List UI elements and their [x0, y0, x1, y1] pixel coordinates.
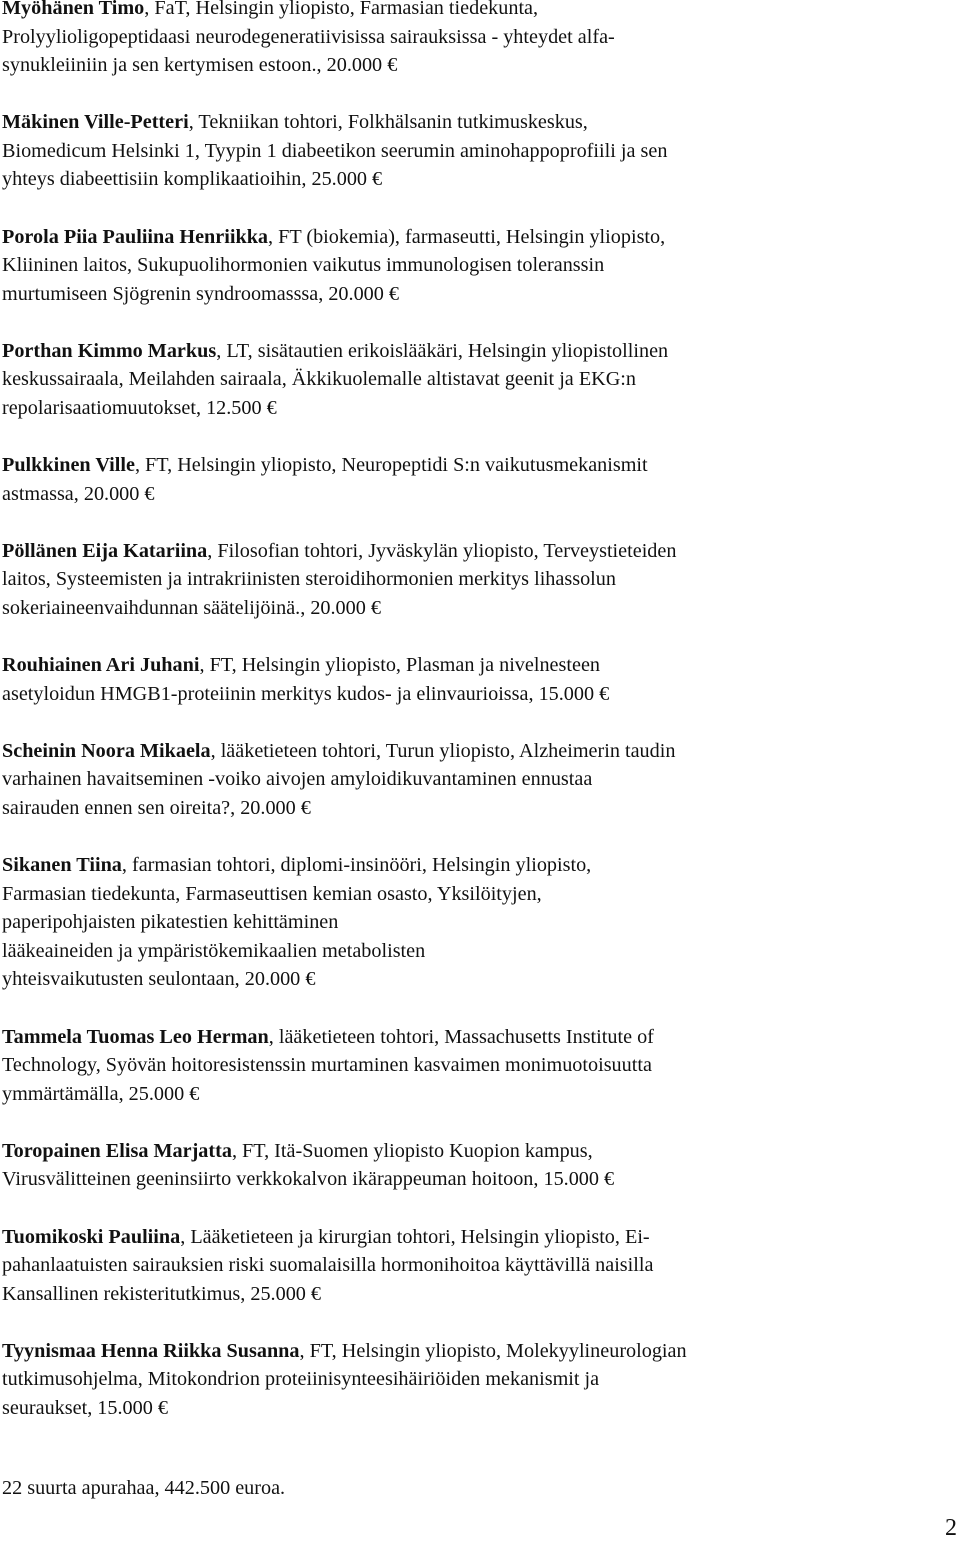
entry-line [2, 1394, 952, 1423]
entry-line [2, 937, 952, 966]
recipient-entry [2, 0, 952, 80]
recipient-entry [2, 223, 952, 309]
entry-line [2, 1223, 952, 1252]
entry-text: , farmasian tohtori, diplomi-insinööri, Helsingin yliopisto, [121, 854, 592, 877]
entry-text: , lääketieteen tohtori, Turun yliopisto, Alzheimerin taudin [210, 739, 676, 762]
entry-text: Biomedicum Helsinki 1, Tyypin 1 diabeetikon seerumin aminohappoprofiili ja sen [2, 139, 668, 162]
entry-text: Kansallinen rekisteritutkimus, 25.000 € [2, 1282, 322, 1305]
entry-text: pahanlaatuisten sairauksien riski suomalaisilla hormonihoitoa käyttävillä naisilla [2, 1254, 654, 1277]
recipient-name: Tyynismaa Henna Riikka Susanna [2, 1339, 300, 1362]
recipient-entry [2, 108, 952, 194]
recipient-name: Sikanen Tiina [2, 854, 122, 877]
entry-line [2, 337, 952, 366]
entry-line [2, 365, 952, 394]
entry-text: Technology, Syövän hoitoresistenssin murtaminen kasvaimen monimuotoisuutta [2, 1054, 652, 1077]
recipient-name: Scheinin Noora Mikaela [2, 739, 211, 762]
recipient-name: Porthan Kimmo Markus [2, 339, 217, 362]
entry-text: synukleiiniin ja sen kertymisen estoon., 20.000 € [2, 54, 398, 77]
entry-line [2, 51, 952, 80]
recipient-name: Porola Piia Pauliina Henriikka [2, 225, 269, 248]
entry-text: , LT, sisätautien erikoislääkäri, Helsingin yliopistollinen [216, 339, 669, 362]
entry-text: , FT, Helsingin yliopisto, Neuropeptidi S:n vaikutusmekanismit [134, 454, 648, 477]
entry-text: Virusvälitteinen geeninsiirto verkkokalvon ikärappeuman hoitoon, 15.000 € [2, 1168, 615, 1191]
recipient-entry [2, 1223, 952, 1309]
entry-line [2, 1280, 952, 1309]
recipient-name: Rouhiainen Ari Juhani [2, 654, 200, 677]
entry-text: astmassa, 20.000 € [2, 482, 155, 505]
entry-text: , Tekniikan tohtori, Folkhälsanin tutkimuskeskus, [188, 111, 588, 134]
entry-text: , FaT, Helsingin yliopisto, Farmasian tiedekunta, [144, 0, 539, 19]
entry-text: laitos, Systeemisten ja intrakriinisten steroidihormonien merkitys lihassolun [2, 568, 616, 591]
entry-text: lääkeaineiden ja ympäristökemikaalien metabolisten [2, 939, 426, 962]
recipient-entry [2, 1137, 952, 1194]
recipient-entry [2, 851, 952, 994]
entry-line [2, 480, 952, 509]
entry-line [2, 1080, 952, 1109]
entry-line [2, 537, 952, 566]
entry-line [2, 651, 952, 680]
recipient-entry [2, 651, 952, 708]
entry-line [2, 594, 952, 623]
entry-text: sokeriaineenvaihdunnan säätelijöinä., 20.000 € [2, 597, 381, 619]
entry-line [2, 965, 952, 994]
entry-line [2, 0, 952, 23]
entry-line [2, 223, 952, 252]
entry-text: yhteisvaikutusten seulontaan, 20.000 € [2, 968, 316, 991]
entry-line [2, 680, 952, 709]
entry-line [2, 765, 952, 794]
entry-line [2, 794, 952, 823]
recipient-entry [2, 1023, 952, 1109]
entry-line [2, 394, 952, 423]
entry-line [2, 1165, 952, 1194]
entry-text: , FT, Helsingin yliopisto, Molekyylineurologian [299, 1339, 687, 1362]
entry-line [2, 737, 952, 766]
recipient-name: Pulkkinen Ville [2, 454, 135, 477]
entry-text: varhainen havaitseminen -voiko aivojen amyloidikuvantaminen ennustaa [2, 768, 593, 791]
recipient-name: Tuomikoski Pauliina [2, 1225, 181, 1248]
entry-text: paperipohjaisten pikatestien kehittäminen [2, 911, 339, 934]
entry-text: ymmärtämälla, 25.000 € [2, 1082, 200, 1105]
entry-line [2, 251, 952, 280]
entry-line [2, 880, 952, 909]
entry-text: seuraukset, 15.000 € [2, 1396, 168, 1419]
entry-text: , Filosofian tohtori, Jyväskylän yliopisto, Terveystieteiden [207, 539, 677, 562]
entry-text: , FT (biokemia), farmaseutti, Helsingin yliopisto, [268, 225, 666, 248]
recipient-entry [2, 737, 952, 823]
entry-line [2, 1051, 952, 1080]
recipient-entry [2, 337, 952, 423]
entry-line [2, 451, 952, 480]
recipient-name: Myöhänen Timo [2, 0, 145, 19]
entry-line [2, 851, 952, 880]
entry-line [2, 1337, 952, 1366]
entry-line [2, 165, 952, 194]
recipient-entry [2, 451, 952, 508]
entry-text: Farmasian tiedekunta, Farmaseuttisen kemian osasto, Yksilöityjen, [2, 882, 542, 905]
entry-line [2, 280, 952, 309]
entry-text: Prolyylioligopeptidaasi neurodegeneratiivisissa sairauksissa - yhteydet alfa- [2, 25, 615, 48]
entry-line [2, 1137, 952, 1166]
entry-text: asetyloidun HMGB1-proteiinin merkitys kudos- ja elinvaurioissa, 15.000 € [2, 682, 610, 705]
entry-text: keskussairaala, Meilahden sairaala, Äkkikuolemalle altistavat geenit ja EKG:n [2, 368, 637, 391]
entry-text: , FT, Itä-Suomen yliopisto Kuopion kampus, [231, 1139, 593, 1162]
entry-line [2, 565, 952, 594]
entry-text: Kliininen laitos, Sukupuolihormonien vaikutus immunologisen toleranssin [2, 254, 605, 277]
entry-line [2, 137, 952, 166]
recipient-name: Pöllänen Eija Katariina [2, 539, 208, 562]
entry-text: yhteys diabeettisiin komplikaatioihin, 25.000 € [2, 168, 383, 191]
entry-text: , lääketieteen tohtori, Massachusetts Institute of [268, 1025, 654, 1048]
entry-text: repolarisaatiomuutokset, 12.500 € [2, 397, 277, 420]
entry-text: sairauden ennen sen oireita?, 20.000 € [2, 796, 311, 819]
recipient-name: Mäkinen Ville-Petteri [2, 111, 189, 134]
page-number: 2 [945, 1515, 957, 1541]
entry-text: tutkimusohjelma, Mitokondrion proteiinisynteesihäiriöiden mekanismit ja [2, 1368, 600, 1391]
entry-line [2, 1365, 952, 1394]
entry-line [2, 1023, 952, 1052]
recipient-name: Tammela Tuomas Leo Herman [2, 1025, 269, 1048]
entry-line [2, 908, 952, 937]
grant-recipient-list [2, 0, 952, 1451]
entry-text: murtumiseen Sjögrenin syndroomasssa, 20.000 € [2, 282, 399, 305]
entry-line [2, 1251, 952, 1280]
entry-line [2, 108, 952, 137]
entry-line [2, 23, 952, 52]
grants-summary: 22 suurta apurahaa, 442.500 euroa. [2, 1477, 286, 1499]
recipient-entry [2, 537, 952, 623]
entry-text: , Lääketieteen ja kirurgian tohtori, Helsingin yliopisto, Ei- [180, 1225, 650, 1248]
recipient-entry [2, 1337, 952, 1423]
entry-text: , FT, Helsingin yliopisto, Plasman ja nivelnesteen [199, 654, 600, 677]
recipient-name: Toropainen Elisa Marjatta [2, 1139, 232, 1162]
